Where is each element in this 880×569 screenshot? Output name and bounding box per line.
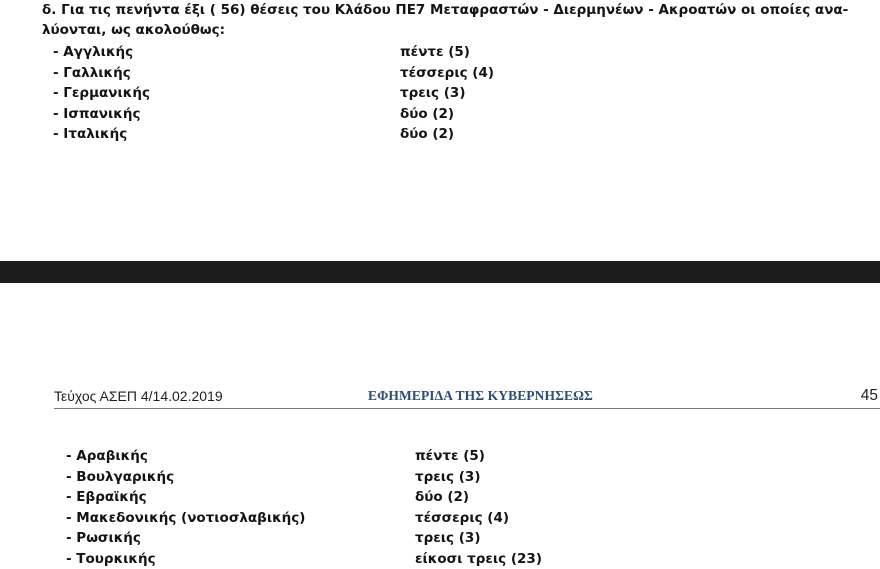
position-count: δύο (2) — [400, 105, 455, 122]
language-label: - Μακεδονικής (νοτιοσλαβικής) — [66, 509, 306, 526]
page-break-band — [0, 261, 880, 283]
language-label: - Αγγλικής — [53, 44, 134, 60]
language-label: - Τουρκικής — [66, 550, 156, 567]
language-label: - Γερμανικής — [53, 85, 150, 101]
language-label: - Ισπανικής — [53, 105, 141, 122]
list-item — [66, 528, 606, 549]
list-item — [66, 467, 606, 488]
list-item — [66, 549, 606, 569]
list-item — [53, 104, 553, 125]
language-label: - Γαλλικής — [53, 64, 131, 81]
language-label: - Εβραϊκής — [66, 489, 147, 505]
position-count: δύο (2) — [400, 126, 455, 142]
language-list-top — [53, 42, 553, 145]
list-item — [53, 42, 553, 63]
position-count: τρεις (3) — [415, 530, 481, 546]
position-count: τρεις (3) — [415, 468, 481, 485]
position-count: πέντε (5) — [415, 448, 485, 464]
position-count: είκοσι τρεις (23) — [415, 550, 542, 567]
page-number: 45 — [860, 387, 878, 404]
header-rule — [54, 408, 880, 409]
heading-line-1: δ. Για τις πενήντα έξι ( 56) θέσεις του Κλάδου ΠΕ7 Μεταφραστών - Διερμηνέων - Ακροατών οι οποίες ανα- — [42, 2, 849, 18]
issue-reference: Τεύχος ΑΣΕΠ 4/14.02.2019 — [54, 388, 223, 404]
position-count: τέσσερις (4) — [415, 509, 510, 526]
list-item — [53, 83, 553, 104]
position-count: πέντε (5) — [400, 44, 470, 60]
position-count: τρεις (3) — [400, 85, 466, 101]
list-item — [53, 124, 553, 145]
position-count: τέσσερις (4) — [400, 64, 495, 81]
section-delta-heading — [42, 0, 872, 40]
language-label: - Βουλγαρικής — [66, 468, 175, 485]
list-item — [53, 63, 553, 84]
heading-line-2: λύονται, ως ακολούθως: — [42, 22, 226, 38]
running-header — [0, 386, 880, 410]
list-item — [66, 508, 606, 529]
position-count: δύο (2) — [415, 489, 470, 505]
language-list-bottom — [66, 446, 606, 569]
language-label: - Ιταλικής — [53, 126, 128, 142]
gazette-title: ΕΦΗΜΕΡΙΔΑ ΤΗΣ ΚΥΒΕΡΝΗΣΕΩΣ — [368, 388, 593, 403]
list-item — [66, 487, 606, 508]
list-item — [66, 446, 606, 467]
language-label: - Αραβικής — [66, 448, 148, 464]
language-label: - Ρωσικής — [66, 530, 141, 546]
